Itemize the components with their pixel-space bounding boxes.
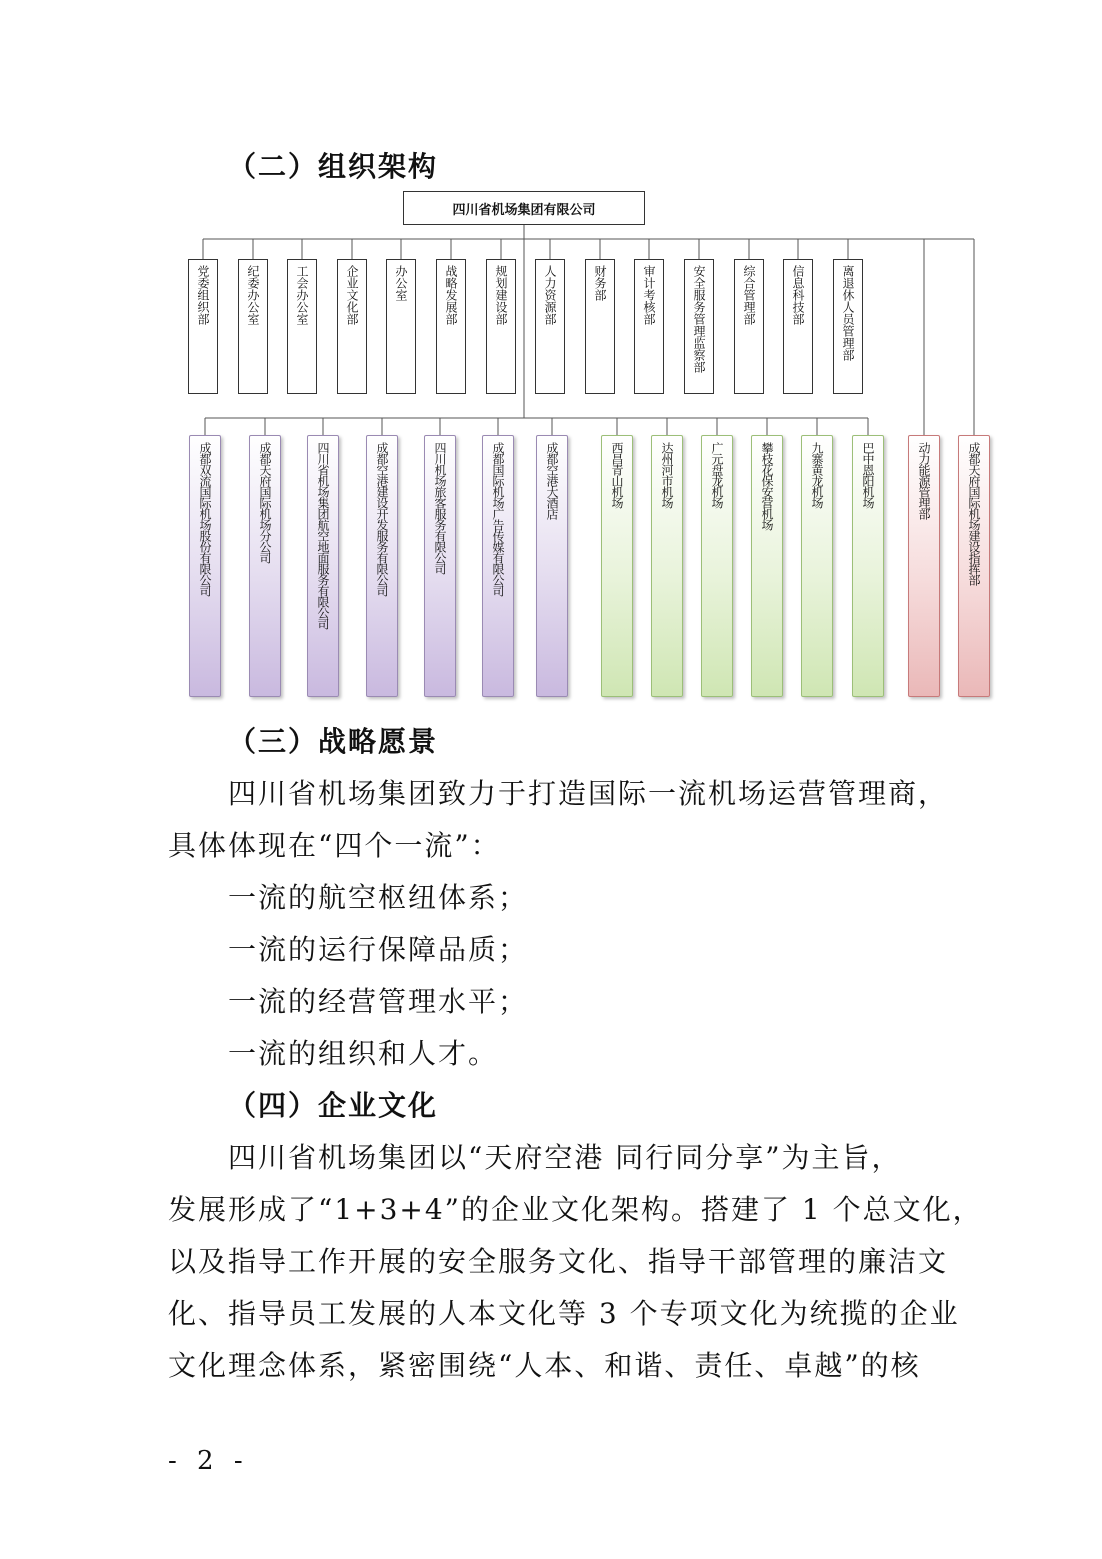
- department-box: 党委组织部: [188, 259, 218, 394]
- vision-item: 一流的组织和人才。: [228, 1037, 499, 1070]
- vision-item: 一流的航空枢纽体系；: [228, 881, 529, 914]
- culture-line: 文化理念体系，紧密围绕“人本、和谐、责任、卓越”的核: [168, 1349, 921, 1382]
- subsidiary-box: 成都空港建设开发服务有限公司: [366, 435, 398, 697]
- department-box: 综合管理部: [734, 259, 764, 394]
- org-root-box: 四川省机场集团有限公司: [403, 191, 645, 225]
- department-box: 人力资源部: [535, 259, 565, 394]
- culture-line: 化、指导员工发展的人本文化等 3 个专项文化为统揽的企业: [168, 1297, 960, 1330]
- vision-item: 一流的运行保障品质；: [228, 933, 529, 966]
- subsidiary-box: 西昌青山机场: [601, 435, 633, 697]
- department-box: 工会办公室: [287, 259, 317, 394]
- subsidiary-box: 巴中恩阳机场: [852, 435, 884, 697]
- department-box: 财务部: [585, 259, 615, 394]
- page-number: - 2 -: [168, 1446, 249, 1476]
- department-box: 安全服务管理监察部: [684, 259, 714, 394]
- department-box: 审计考核部: [634, 259, 664, 394]
- culture-section-heading: （四）企业文化: [228, 1089, 439, 1122]
- vision-intro-line1: 四川省机场集团致力于打造国际一流机场运营管理商，: [228, 777, 949, 810]
- subsidiary-box: 动力能源管理部: [908, 435, 940, 697]
- culture-line: 四川省机场集团以“天府空港 同行同分享”为主旨，: [228, 1141, 902, 1174]
- subsidiary-box: 九寨黄龙机场: [801, 435, 833, 697]
- department-box: 离退休人员管理部: [833, 259, 863, 394]
- vision-intro-line2: 具体体现在“四个一流”：: [168, 829, 501, 862]
- subsidiary-box: 四川机场旅客服务有限公司: [424, 435, 456, 697]
- department-box: 信息科技部: [783, 259, 813, 394]
- subsidiary-box: 广元盘龙机场: [701, 435, 733, 697]
- vision-section-heading: （三）战略愿景: [228, 725, 439, 758]
- subsidiary-box: 成都国际机场广告传媒有限公司: [482, 435, 514, 697]
- culture-line: 发展形成了“1+3+4”的企业文化架构。搭建了 1 个总文化，: [168, 1193, 983, 1226]
- subsidiary-box: 成都空港大酒店: [536, 435, 568, 697]
- org-chart: [0, 0, 1102, 720]
- department-box: 纪委办公室: [238, 259, 268, 394]
- department-box: 规划建设部: [486, 259, 516, 394]
- department-box: 企业文化部: [337, 259, 367, 394]
- org-section-heading: （二）组织架构: [228, 150, 439, 183]
- subsidiary-box: 四川省机场集团航空地面服务有限公司: [307, 435, 339, 697]
- subsidiary-box: 成都天府国际机场建设指挥部: [958, 435, 990, 697]
- vision-item: 一流的经营管理水平；: [228, 985, 529, 1018]
- subsidiary-box: 成都双流国际机场股份有限公司: [189, 435, 221, 697]
- subsidiary-box: 成都天府国际机场分公司: [249, 435, 281, 697]
- subsidiary-box: 攀枝花保安营机场: [751, 435, 783, 697]
- department-box: 办公室: [386, 259, 416, 394]
- department-box: 战略发展部: [436, 259, 466, 394]
- culture-line: 以及指导工作开展的安全服务文化、指导干部管理的廉洁文: [168, 1245, 949, 1278]
- subsidiary-box: 达州河市机场: [651, 435, 683, 697]
